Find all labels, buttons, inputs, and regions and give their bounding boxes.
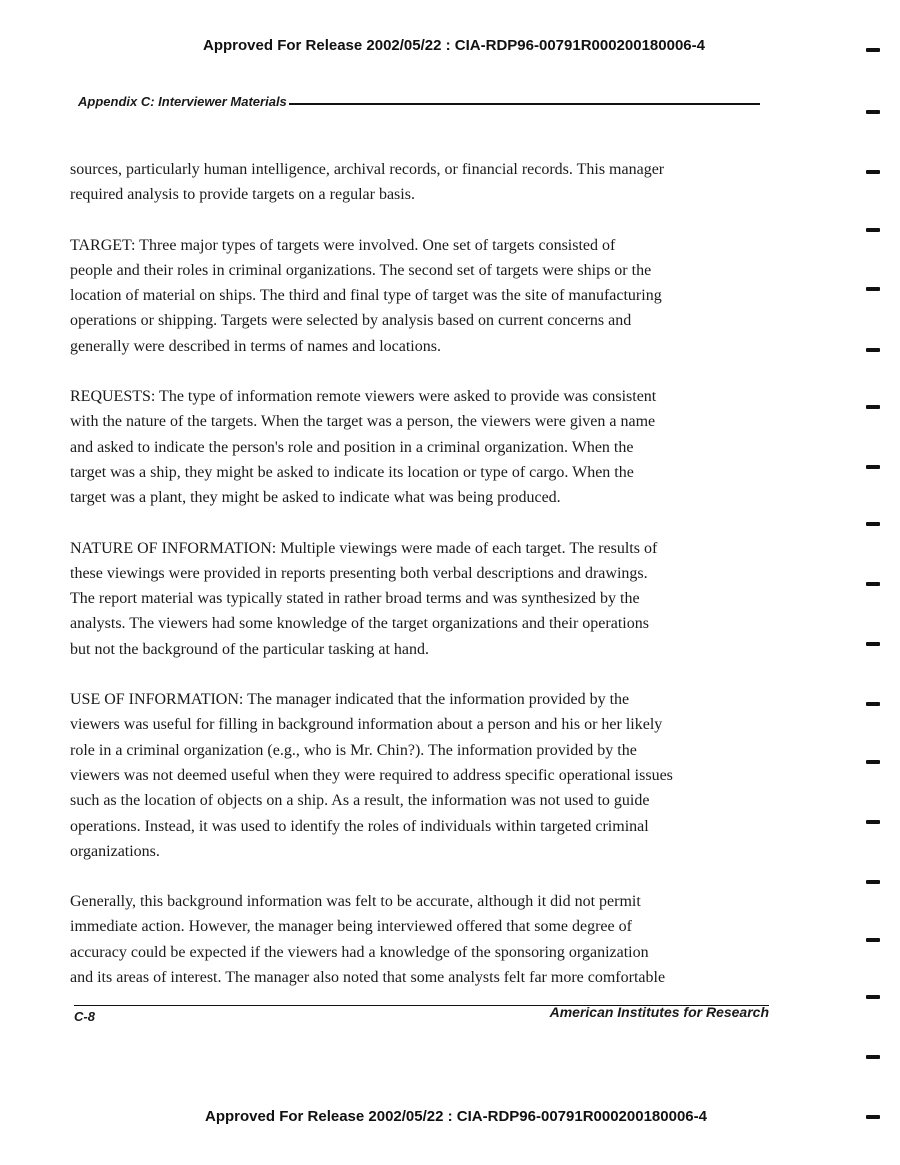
text-line: sources, particularly human intelligence, archival records, or financial records. This manager [70, 161, 665, 178]
text-line: role in a criminal organization (e.g., who is Mr. Chin?). The information provided by the [70, 741, 637, 759]
page-header [78, 89, 760, 109]
text-line: USE OF INFORMATION: The manager indicated that the information provided by the [70, 691, 630, 709]
margin-mark [866, 170, 880, 174]
margin-mark [866, 48, 880, 52]
text-line: and asked to indicate the person's role and position in a criminal organization. When the [70, 438, 634, 456]
margin-mark [866, 522, 880, 526]
text-line: NATURE OF INFORMATION: Multiple viewings were made of each target. The results of [70, 539, 658, 557]
text-line: generally were described in terms of names and locations. [70, 337, 441, 355]
paragraph [70, 536, 760, 662]
margin-mark [866, 405, 880, 409]
margin-mark [866, 938, 880, 942]
text-line: but not the background of the particular tasking at hand. [70, 640, 430, 658]
margin-mark [866, 995, 880, 999]
text-line: TARGET: Three major types of targets were involved. One set of targets consisted of [70, 236, 616, 254]
footer-organization: American Institutes for Research [549, 1004, 769, 1020]
paragraph [70, 157, 760, 208]
text-line: operations or shipping. Targets were selected by analysis based on current concerns and [70, 312, 632, 330]
paragraph [70, 687, 760, 864]
text-line: REQUESTS: The type of information remote viewers were asked to provide was consistent [70, 388, 657, 406]
margin-mark [866, 820, 880, 824]
text-line: such as the location of objects on a ship. As a result, the information was not used to guide [70, 792, 650, 810]
text-line: accuracy could be expected if the viewers had a knowledge of the sponsoring organization [70, 943, 649, 961]
margin-mark [866, 348, 880, 352]
header-rule [289, 103, 760, 105]
text-line: The report material was typically stated in rather broad terms and was synthesized by the [70, 590, 640, 608]
text-line: these viewings were provided in reports presenting both verbal descriptions and drawings. [70, 564, 648, 582]
page-number: C-8 [74, 1009, 95, 1024]
text-line: people and their roles in criminal organizations. The second set of targets were ships or the [70, 261, 652, 279]
paragraph [70, 233, 760, 359]
text-line: organizations. [70, 842, 160, 860]
margin-mark [866, 228, 880, 232]
document-body [70, 157, 760, 1015]
margin-mark [866, 880, 880, 884]
margin-mark [866, 702, 880, 706]
paragraph [70, 384, 760, 510]
text-line: and its areas of interest. The manager also noted that some analysts felt far more comfortable [70, 969, 666, 987]
text-line: analysts. The viewers had some knowledge of the target organizations and their operations [70, 615, 649, 633]
text-line: location of material on ships. The third and final type of target was the site of manufacturing [70, 287, 662, 305]
text-line: with the nature of the targets. When the target was a person, the viewers were given a name [70, 413, 656, 431]
text-line: target was a ship, they might be asked to indicate its location or type of cargo. When the [70, 463, 634, 481]
margin-mark [866, 465, 880, 469]
text-line: target was a plant, they might be asked to indicate what was being produced. [70, 489, 561, 507]
margin-mark [866, 642, 880, 646]
margin-mark [866, 287, 880, 291]
text-line: required analysis to provide targets on a regular basis. [70, 186, 415, 204]
release-stamp-top: Approved For Release 2002/05/22 : CIA-RDP96-00791R000200180006-4 [203, 37, 705, 54]
margin-mark [866, 582, 880, 586]
text-line: Generally, this background information was felt to be accurate, although it did not permit [70, 893, 641, 911]
header-title: Appendix C: Interviewer Materials [78, 94, 287, 109]
paragraph [70, 889, 760, 990]
text-line: viewers was useful for filling in background information about a person and his or her likely [70, 716, 663, 734]
release-stamp-bottom: Approved For Release 2002/05/22 : CIA-RDP96-00791R000200180006-4 [205, 1108, 707, 1125]
margin-mark [866, 1055, 880, 1059]
text-line: immediate action. However, the manager being interviewed offered that some degree of [70, 918, 632, 936]
text-line: operations. Instead, it was used to identify the roles of individuals within targeted criminal [70, 817, 649, 835]
margin-mark [866, 1115, 880, 1119]
margin-mark [866, 110, 880, 114]
text-line: viewers was not deemed useful when they were required to address specific operational issues [70, 766, 673, 784]
margin-mark [866, 760, 880, 764]
